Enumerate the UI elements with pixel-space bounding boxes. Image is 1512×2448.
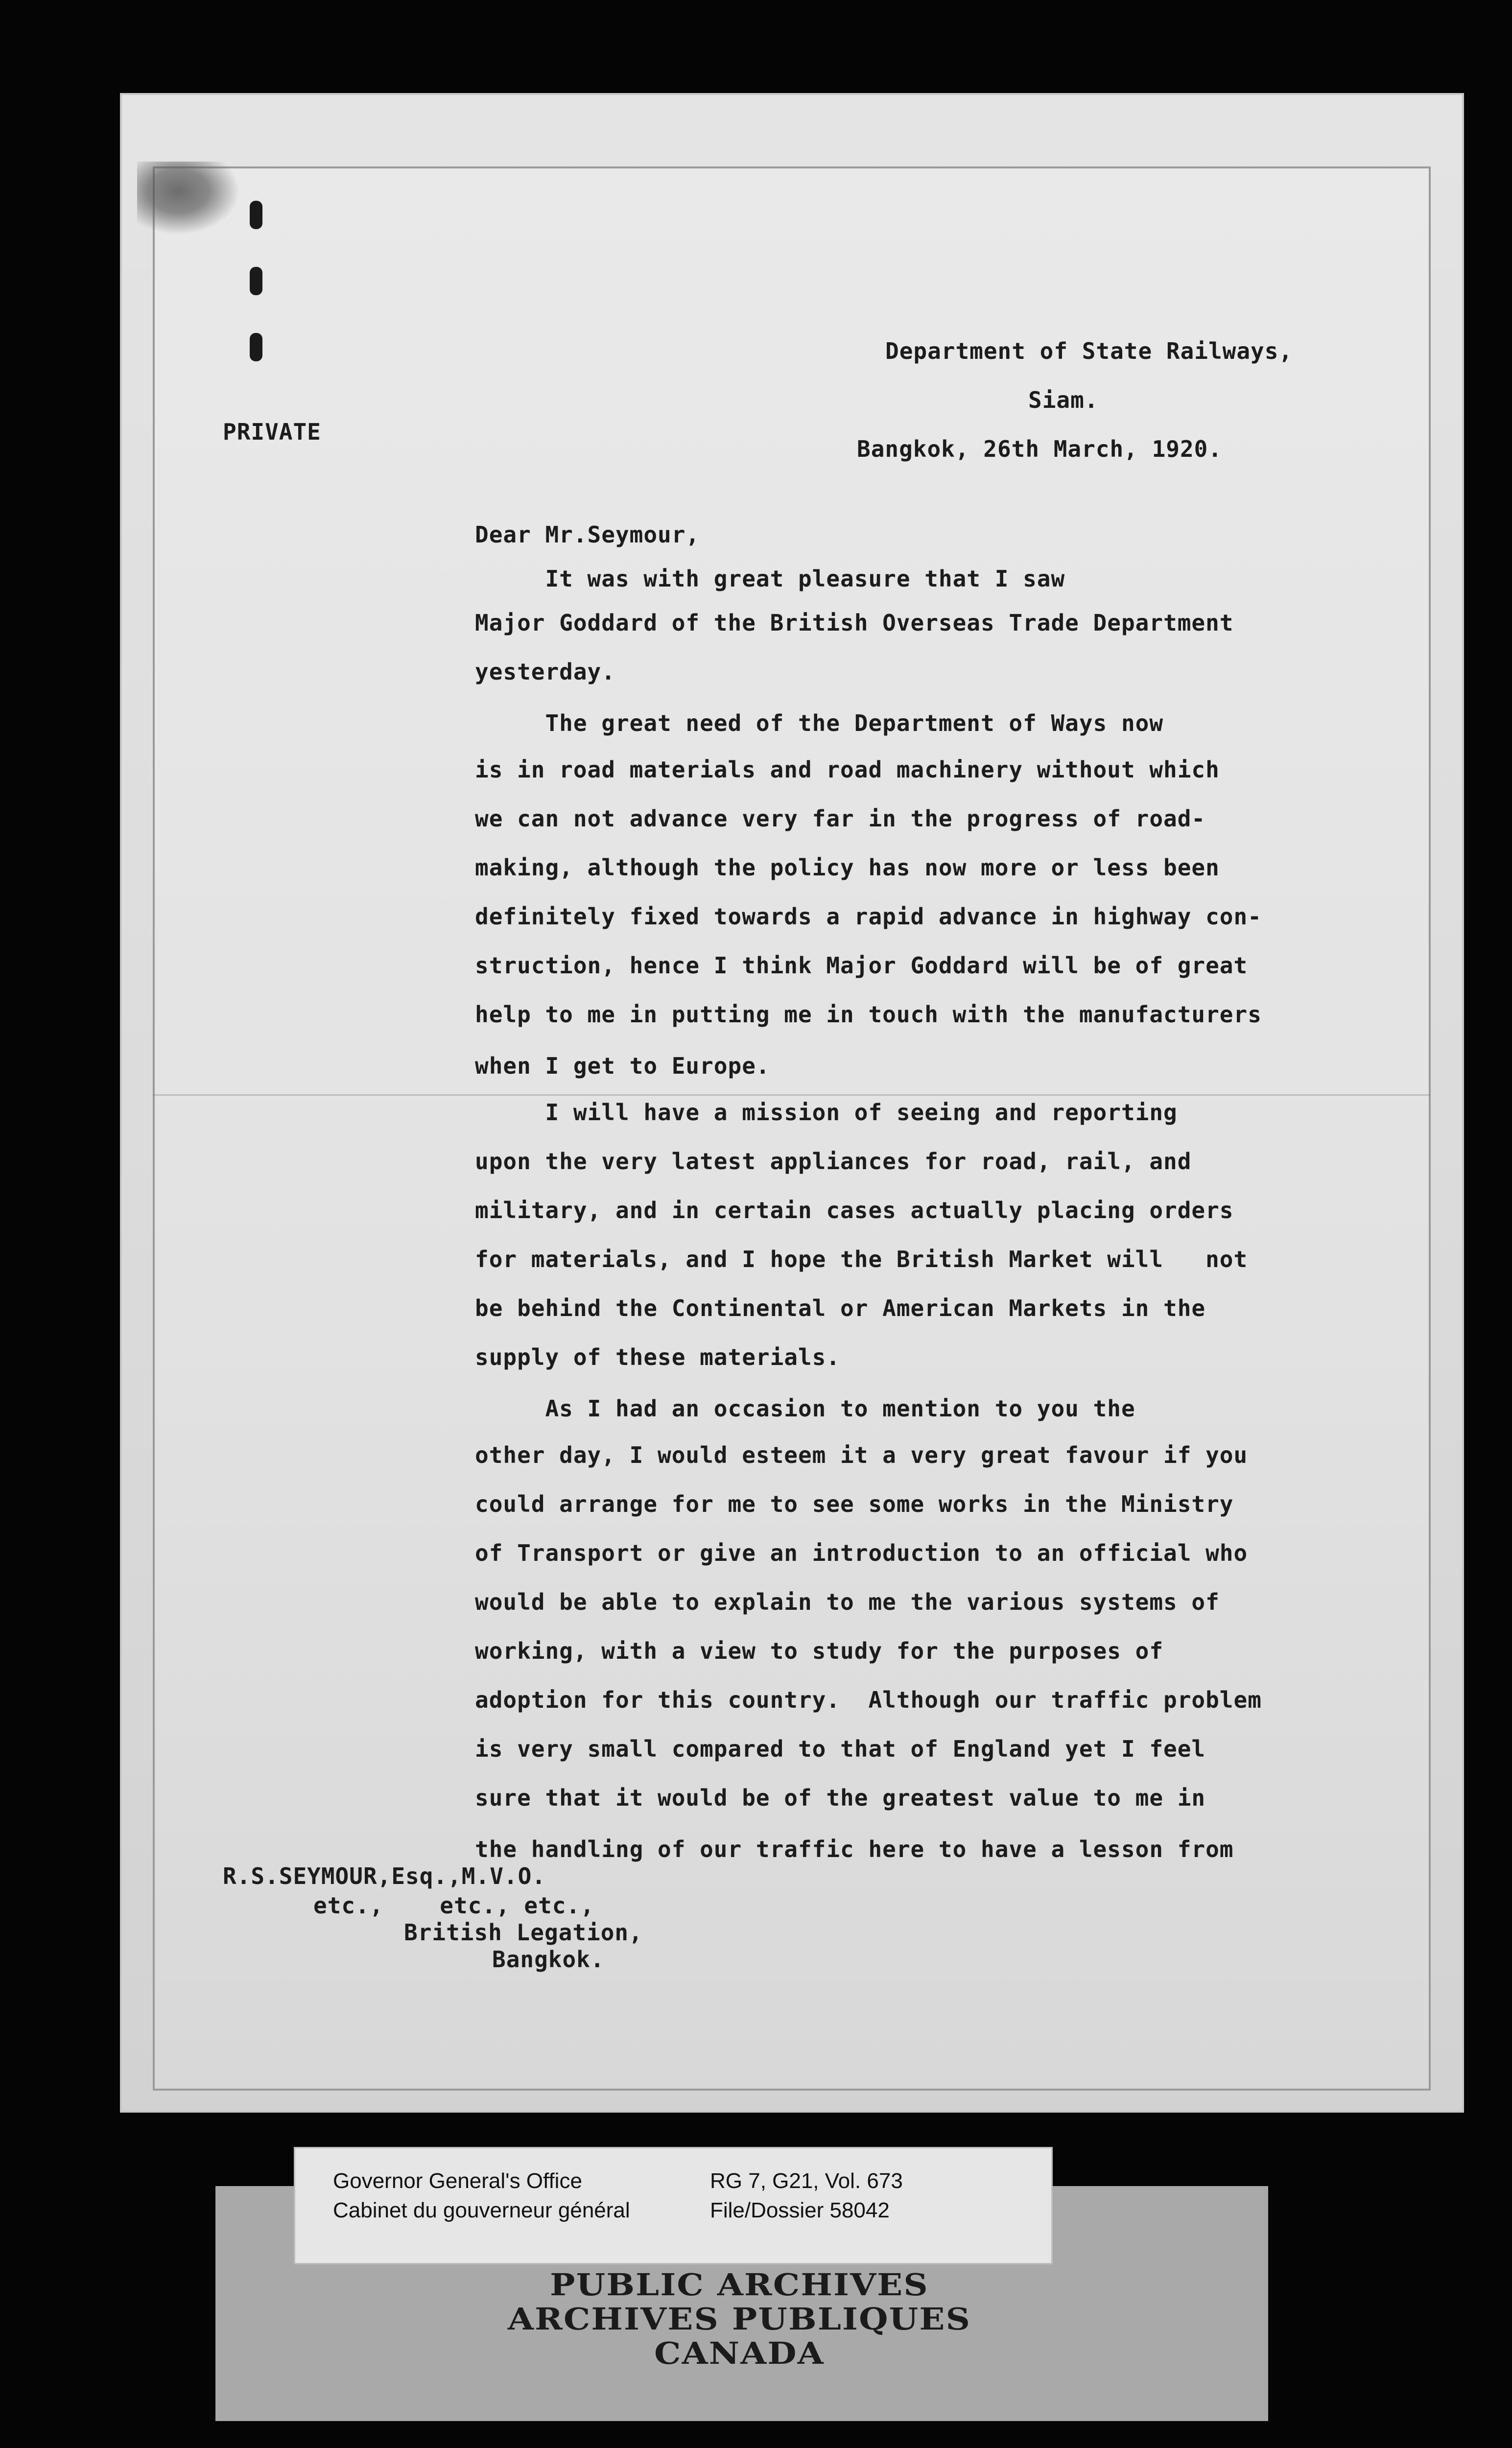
salutation: Dear Mr.Seymour, [475,521,700,548]
body-line: we can not advance very far in the progress of road- [475,805,1206,832]
archive-stamp-line3: CANADA [654,2335,825,2371]
addressee-etc: etc., etc., etc., [313,1892,594,1919]
archive-office-fr: Cabinet du gouverneur général [333,2198,630,2222]
body-line: working, with a view to study for the purposes of [475,1638,1164,1664]
archive-office-en: Governor General's Office [333,2169,582,2193]
body-line: military, and in certain cases actually placing orders [475,1197,1234,1224]
body-line: struction, hence I think Major Goddard will be of great [475,952,1248,979]
body-line: is very small compared to that of England yet I feel [475,1736,1206,1762]
archive-reference: RG 7, G21, Vol. 673 [710,2169,903,2193]
body-line: for materials, and I hope the British Market will not [475,1246,1248,1272]
punch-hole [250,333,262,361]
body-line: the handling of our traffic here to have a lesson from [475,1836,1234,1862]
body-line: making, although the policy has now more or less been [475,854,1220,881]
body-line: other day, I would esteem it a very great favour if you [475,1442,1248,1468]
punch-hole [250,267,262,295]
archive-file-number: File/Dossier 58042 [710,2198,890,2222]
private-marking: PRIVATE [223,419,321,445]
body-line: I will have a mission of seeing and reporting [475,1099,1178,1126]
body-line: help to me in putting me in touch with the manufacturers [475,1001,1262,1028]
body-line: definitely fixed towards a rapid advance in highway con- [475,903,1262,930]
body-line: As I had an occasion to mention to you the [475,1395,1135,1422]
fold-line [153,1094,1431,1096]
punch-hole [250,201,262,229]
archive-stamp-line1: PUBLIC ARCHIVES [550,2267,929,2303]
body-line: Major Goddard of the British Overseas Trade Department [475,610,1234,636]
body-line: could arrange for me to see some works in the Ministry [475,1491,1234,1517]
addressee-name: R.S.SEYMOUR,Esq.,M.V.O. [223,1863,546,1889]
addressee-legation: British Legation, [404,1919,643,1946]
staple-stain [137,162,240,235]
body-line: of Transport or give an introduction to an official who [475,1540,1248,1566]
letterhead-country: Siam. [1028,387,1099,413]
archive-stamp-line2: ARCHIVES PUBLIQUES [507,2301,971,2337]
body-line: upon the very latest appliances for road, rail, and [475,1148,1192,1175]
letterhead-date: Bangkok, 26th March, 1920. [857,436,1223,462]
body-line: It was with great pleasure that I saw [475,565,1065,592]
body-line: sure that it would be of the greatest value to me in [475,1785,1206,1811]
letterhead-department: Department of State Railways, [885,338,1293,364]
body-line: would be able to explain to me the various systems of [475,1589,1220,1615]
body-line: supply of these materials. [475,1344,841,1370]
body-line: when I get to Europe. [475,1053,770,1079]
body-line: be behind the Continental or American Markets in the [475,1295,1206,1321]
addressee-city: Bangkok. [492,1946,605,1973]
body-line: is in road materials and road machinery without which [475,756,1220,783]
body-line: adoption for this country. Although our traffic problem [475,1687,1262,1713]
body-line: yesterday. [475,659,615,685]
body-line: The great need of the Department of Ways now [475,710,1164,736]
